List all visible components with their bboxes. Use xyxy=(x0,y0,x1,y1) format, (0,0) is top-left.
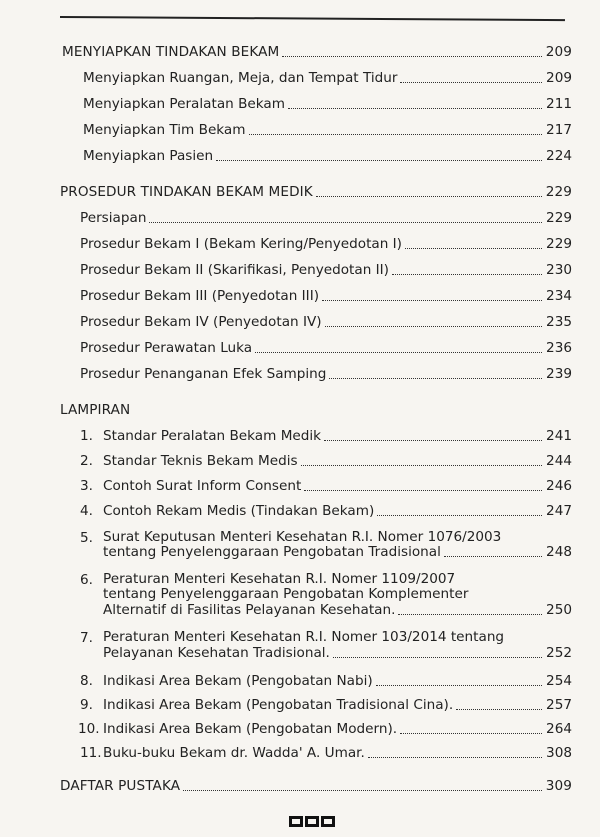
toc-entry-multiline: Peraturan Menteri Kesehatan R.I. Nomer 103/2014 tentang xyxy=(103,629,505,645)
toc-entry: Contoh Surat Inform Consent 246 xyxy=(103,478,572,494)
toc-entry: Persiapan 229 xyxy=(80,210,572,226)
toc-entry: Standar Peralatan Bekam Medik 241 xyxy=(103,428,572,444)
toc-entry: Buku-buku Bekam dr. Wadda' A. Umar. 308 xyxy=(103,745,572,761)
toc-entry-multiline: Peraturan Menteri Kesehatan R.I. Nomer 1109/2007 tentang Penyelenggaraan Pengobatan Komplementer xyxy=(103,571,469,602)
toc-entry: Menyiapkan Peralatan Bekam 211 xyxy=(83,96,572,112)
toc-entry: Indikasi Area Bekam (Pengobatan Nabi) 254 xyxy=(103,673,572,689)
list-number: 11. xyxy=(80,745,102,761)
toc-entry: Prosedur Perawatan Luka 236 xyxy=(80,340,572,356)
list-number: 5. xyxy=(80,530,93,546)
toc-section-heading: MENYIAPKAN TINDAKAN BEKAM 209 xyxy=(62,44,572,60)
list-number: 10. xyxy=(78,721,100,737)
list-number: 2. xyxy=(80,453,93,469)
toc-entry: Prosedur Bekam II (Skarifikasi, Penyedotan II) 230 xyxy=(80,262,572,278)
list-number: 4. xyxy=(80,503,93,519)
toc-entry: Menyiapkan Pasien 224 xyxy=(83,148,572,164)
toc-entry: Pelayanan Kesehatan Tradisional. 252 xyxy=(103,645,572,661)
toc-section-heading: LAMPIRAN xyxy=(60,402,131,418)
toc-entry: Prosedur Bekam III (Penyedotan III) 234 xyxy=(80,288,572,304)
list-number: 8. xyxy=(80,673,93,689)
toc-entry: tentang Penyelenggaraan Pengobatan Tradisional 248 xyxy=(103,544,572,560)
toc-section-heading: PROSEDUR TINDAKAN BEKAM MEDIK 229 xyxy=(60,184,572,200)
list-number: 9. xyxy=(80,697,93,713)
list-number: 3. xyxy=(80,478,93,494)
toc-entry-multiline: Surat Keputusan Menteri Kesehatan R.I. Nomer 1076/2003 xyxy=(103,529,502,545)
toc-entry: Prosedur Bekam I (Bekam Kering/Penyedotan I) 229 xyxy=(80,236,572,252)
toc-entry: Indikasi Area Bekam (Pengobatan Tradisional Cina). 257 xyxy=(103,697,572,713)
toc-entry: Menyiapkan Ruangan, Meja, dan Tempat Tidur 209 xyxy=(83,70,572,86)
toc-entry: Contoh Rekam Medis (Tindakan Bekam) 247 xyxy=(103,503,572,519)
toc-entry: Standar Teknis Bekam Medis 244 xyxy=(103,453,572,469)
toc-section-heading: DAFTAR PUSTAKA 309 xyxy=(60,778,572,794)
toc-entry: Prosedur Bekam IV (Penyedotan IV) 235 xyxy=(80,314,572,330)
toc-entry: Indikasi Area Bekam (Pengobatan Modern). 264 xyxy=(103,721,572,737)
toc-entry: Prosedur Penanganan Efek Samping 239 xyxy=(80,366,572,382)
list-number: 7. xyxy=(80,630,93,646)
toc-entry: Alternatif di Fasilitas Pelayanan Kesehatan. 250 xyxy=(103,602,572,618)
list-number: 6. xyxy=(80,572,93,588)
footer-ornament-icon xyxy=(289,816,335,827)
top-rule xyxy=(60,16,565,21)
list-number: 1. xyxy=(80,428,93,444)
toc-entry: Menyiapkan Tim Bekam 217 xyxy=(83,122,572,138)
